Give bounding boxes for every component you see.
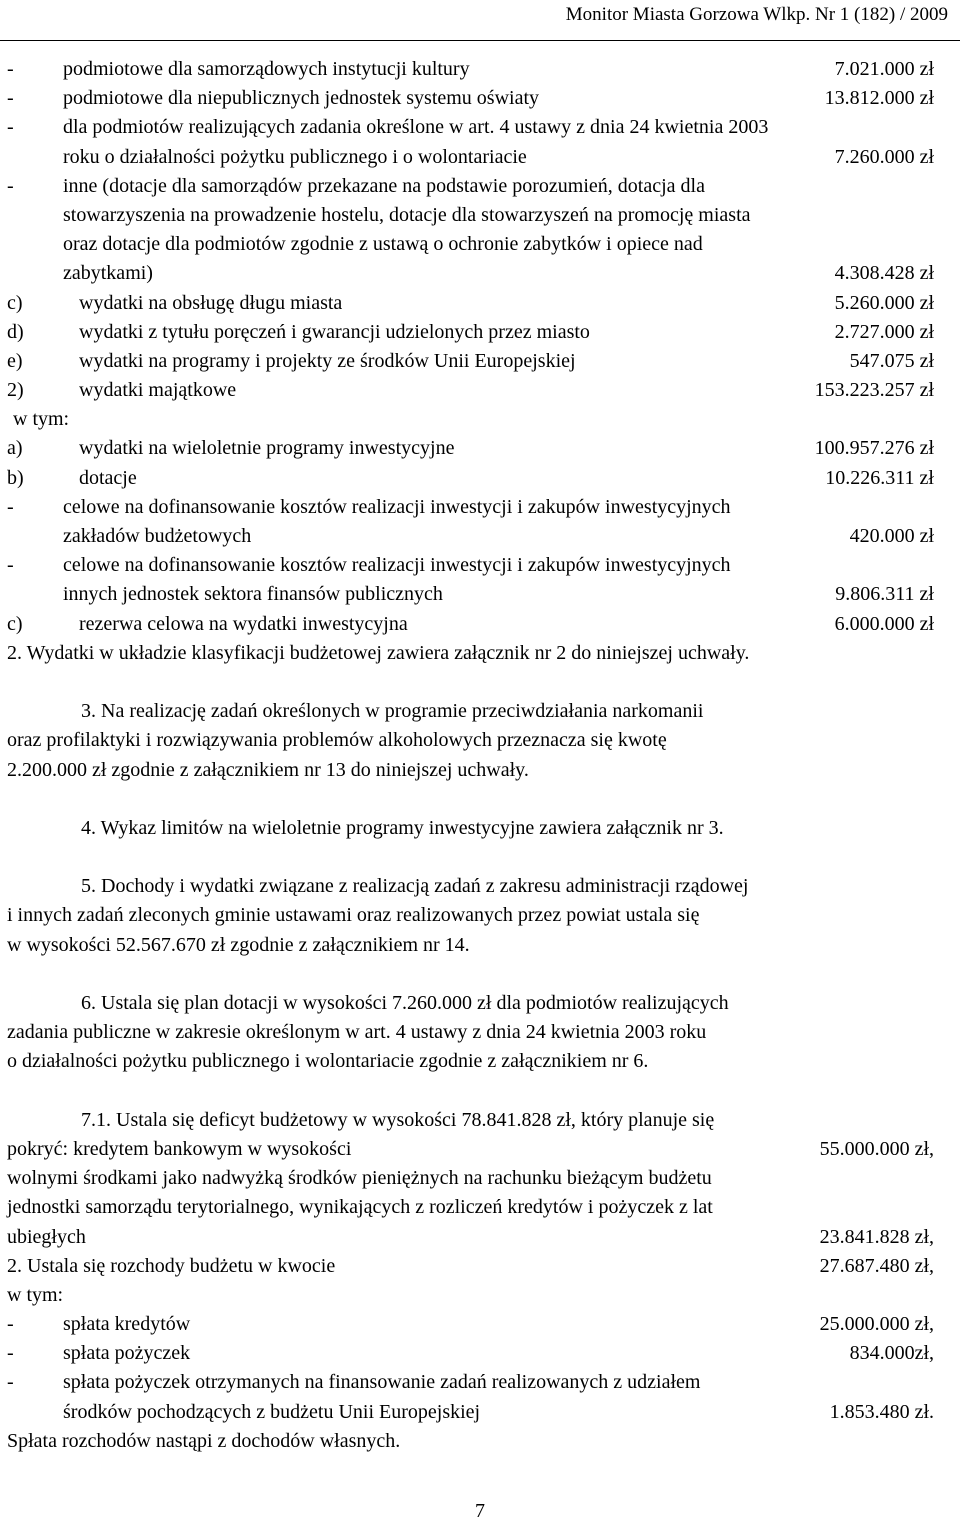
item-label: c) [7,291,23,314]
list-item [7,1339,957,1368]
item-text: wydatki na wieloletnie programy inwestycyjne [79,437,455,460]
amount: 55.000.000 zł, [819,1137,934,1160]
list-item-continuation [7,259,957,288]
amount: 9.806.311 zł [835,583,934,606]
document-body [7,55,957,1456]
item-label: e) [7,349,23,372]
paragraph-7-line-12 [7,1427,957,1456]
item-text: dla podmiotów realizujących zadania określone w art. 4 ustawy z dnia 24 kwietnia 2003 [63,116,769,139]
list-item [7,610,957,639]
list-item [7,493,957,522]
item-label: a) [7,437,23,460]
amount: 1.853.480 zł. [829,1400,934,1423]
item-text: wydatki na programy i projekty ze środków Unii Europejskiej [79,349,576,372]
bullet: - [7,495,14,518]
amount: 13.812.000 zł [824,87,934,110]
paragraph-text: ubiegłych [7,1225,86,1248]
item-text: spłata pożyczek otrzymanych na finansowanie zadań realizowanych z udziałem [63,1371,701,1394]
paragraph-text: 2.200.000 zł zgodnie z załącznikiem nr 13 do niniejszej uchwały. [7,758,529,781]
amount: 5.260.000 zł [834,291,934,314]
item-text: wydatki na obsługę długu miasta [79,291,343,314]
amount: 10.226.311 zł [825,466,934,489]
paragraph-6-line-3 [7,1047,957,1076]
list-item-continuation [7,580,957,609]
amount: 23.841.828 zł, [819,1225,934,1248]
bullet: - [7,1313,14,1336]
paragraph-7-line-2 [7,1135,957,1164]
paragraph-7-line-4 [7,1193,957,1222]
item-text: celowe na dofinansowanie kosztów realizacji inwestycji i zakupów inwestycyjnych [63,495,731,518]
item-text: środków pochodzących z budżetu Unii Europejskiej [63,1400,481,1423]
paragraph-7-line-6 [7,1252,957,1281]
publication-title: Monitor Miasta Gorzowa Wlkp. Nr 1 (182) / 2009 [565,4,948,25]
item-text: celowe na dofinansowanie kosztów realizacji inwestycji i zakupów inwestycyjnych [63,554,731,577]
list-item [7,376,957,405]
bullet: - [7,87,14,110]
item-text: spłata kredytów [63,1313,191,1336]
list-item [7,464,957,493]
list-item [7,172,957,201]
item-text: rezerwa celowa na wydatki inwestycyjna [79,612,408,635]
item-text: oraz dotacje dla podmiotów zgodnie z ustawą o ochronie zabytków i opiece nad [63,233,703,256]
bullet: - [7,116,14,139]
amount: 7.021.000 zł [834,58,934,80]
paragraph-text: 6. Ustala się plan dotacji w wysokości 7.260.000 zł dla podmiotów realizujących [81,992,729,1014]
item-text: 2. Wydatki w układzie klasyfikacji budżetowej zawiera załącznik nr 2 do niniejszej uchwały. [7,641,750,664]
paragraph-4 [7,814,957,843]
list-item [7,318,957,347]
paragraph-text: 2. Ustala się rozchody budżetu w kwocie [7,1254,336,1277]
item-text: dotacje [79,466,137,489]
paragraph-3-line-1 [7,697,957,726]
paragraph-text: i innych zadań zleconych gminie ustawami oraz realizowanych przez powiat ustala się [7,904,700,927]
paragraph-line [7,639,957,668]
item-text: zabytkami) [63,262,153,285]
paragraph-text: wolnymi środkami jako nadwyżką środków pieniężnych na rachunku bieżącym budżetu [7,1167,712,1190]
paragraph-3-line-3 [7,756,957,785]
amount: 153.223.257 zł [814,379,934,402]
bullet: - [7,58,14,80]
paragraph-text: 7.1. Ustala się deficyt budżetowy w wysokości 78.841.828 zł, który planuje się [81,1108,715,1131]
item-text: podmiotowe dla samorządowych instytucji kultury [63,58,470,80]
item-text: roku o działalności pożytku publicznego i o wolontariacie [63,145,527,168]
amount: 6.000.000 zł [834,612,934,635]
bullet: - [7,1342,14,1365]
amount: 547.075 zł [849,349,934,372]
amount: 420.000 zł [849,525,934,547]
amount: 27.687.480 zł, [819,1254,934,1277]
paragraph-text: jednostki samorządu terytorialnego, wynikających z rozliczeń kredytów i pożyczek z lat [7,1196,713,1219]
amount: 25.000.000 zł, [819,1313,934,1336]
item-text: innych jednostek sektora finansów publicznych [63,583,443,606]
paragraph-6-line-1 [7,989,957,1018]
list-item-continuation [7,1398,957,1427]
list-item [7,113,957,142]
paragraph-text: 3. Na realizację zadań określonych w programie przeciwdziałania narkomanii [81,700,704,723]
item-text: spłata pożyczek [63,1342,191,1365]
bullet: - [7,174,14,197]
list-item [7,434,957,463]
paragraph-text: 4. Wykaz limitów na wieloletnie programy inwestycyjne zawiera załącznik nr 3. [81,816,724,839]
list-item [7,55,957,84]
paragraph-text: o działalności pożytku publicznego i wolontariacie zgodnie z załącznikiem nr 6. [7,1050,649,1073]
item-text: w tym: [13,408,70,431]
page-header [0,0,960,41]
paragraph-text: w wysokości 52.567.670 zł zgodnie z załącznikiem nr 14. [7,933,470,956]
paragraph-text: w tym: [7,1283,64,1306]
amount: 4.308.428 zł [834,262,934,285]
list-item [7,1310,957,1339]
item-text: inne (dotacje dla samorządów przekazane na podstawie porozumień, dotacja dla [63,174,705,197]
item-label: 2) [7,379,24,402]
item-label: c) [7,612,23,635]
bullet: - [7,1371,14,1394]
paragraph-7-line-1 [7,1106,957,1135]
list-item [7,347,957,376]
item-text: wydatki z tytułu poręczeń i gwarancji udzielonych przez miasto [79,320,590,343]
list-item-continuation [7,230,957,259]
paragraph-7-line-7 [7,1281,957,1310]
list-item-continuation [7,522,957,551]
item-text: podmiotowe dla niepublicznych jednostek systemu oświaty [63,87,540,110]
list-item [7,551,957,580]
paragraph-text: zadania publiczne w zakresie określonym w art. 4 ustawy z dnia 24 kwietnia 2003 roku [7,1021,707,1044]
paragraph-3-line-2 [7,726,957,755]
bullet: - [7,554,14,577]
item-label: d) [7,320,24,343]
subheading [7,405,957,434]
paragraph-text: pokryć: kredytem bankowym w wysokości [7,1137,352,1160]
item-label: b) [7,466,24,489]
item-text: wydatki majątkowe [79,379,237,402]
amount: 100.957.276 zł [814,437,934,460]
paragraph-text: oraz profilaktyki i rozwiązywania problemów alkoholowych przeznacza się kwotę [7,729,667,752]
paragraph-7-line-3 [7,1164,957,1193]
paragraph-6-line-2 [7,1018,957,1047]
amount: 834.000zł, [849,1342,934,1365]
paragraph-text: 5. Dochody i wydatki związane z realizacją zadań z zakresu administracji rządowej [81,875,749,898]
list-item [7,1368,957,1397]
list-item [7,84,957,113]
paragraph-5-line-3 [7,931,957,960]
paragraph-5-line-2 [7,901,957,930]
list-item-continuation [7,143,957,172]
list-item [7,289,957,318]
amount: 7.260.000 zł [834,145,934,168]
amount: 2.727.000 zł [834,320,934,343]
item-text: zakładów budżetowych [63,525,252,547]
paragraph-5-line-1 [7,872,957,901]
list-item-continuation [7,201,957,230]
paragraph-text: Spłata rozchodów nastąpi z dochodów własnych. [7,1429,401,1452]
paragraph-7-line-5 [7,1223,957,1252]
page-number: 7 [475,1500,485,1522]
item-text: stowarzyszenia na prowadzenie hostelu, dotacje dla stowarzyszeń na promocję miasta [63,203,751,226]
